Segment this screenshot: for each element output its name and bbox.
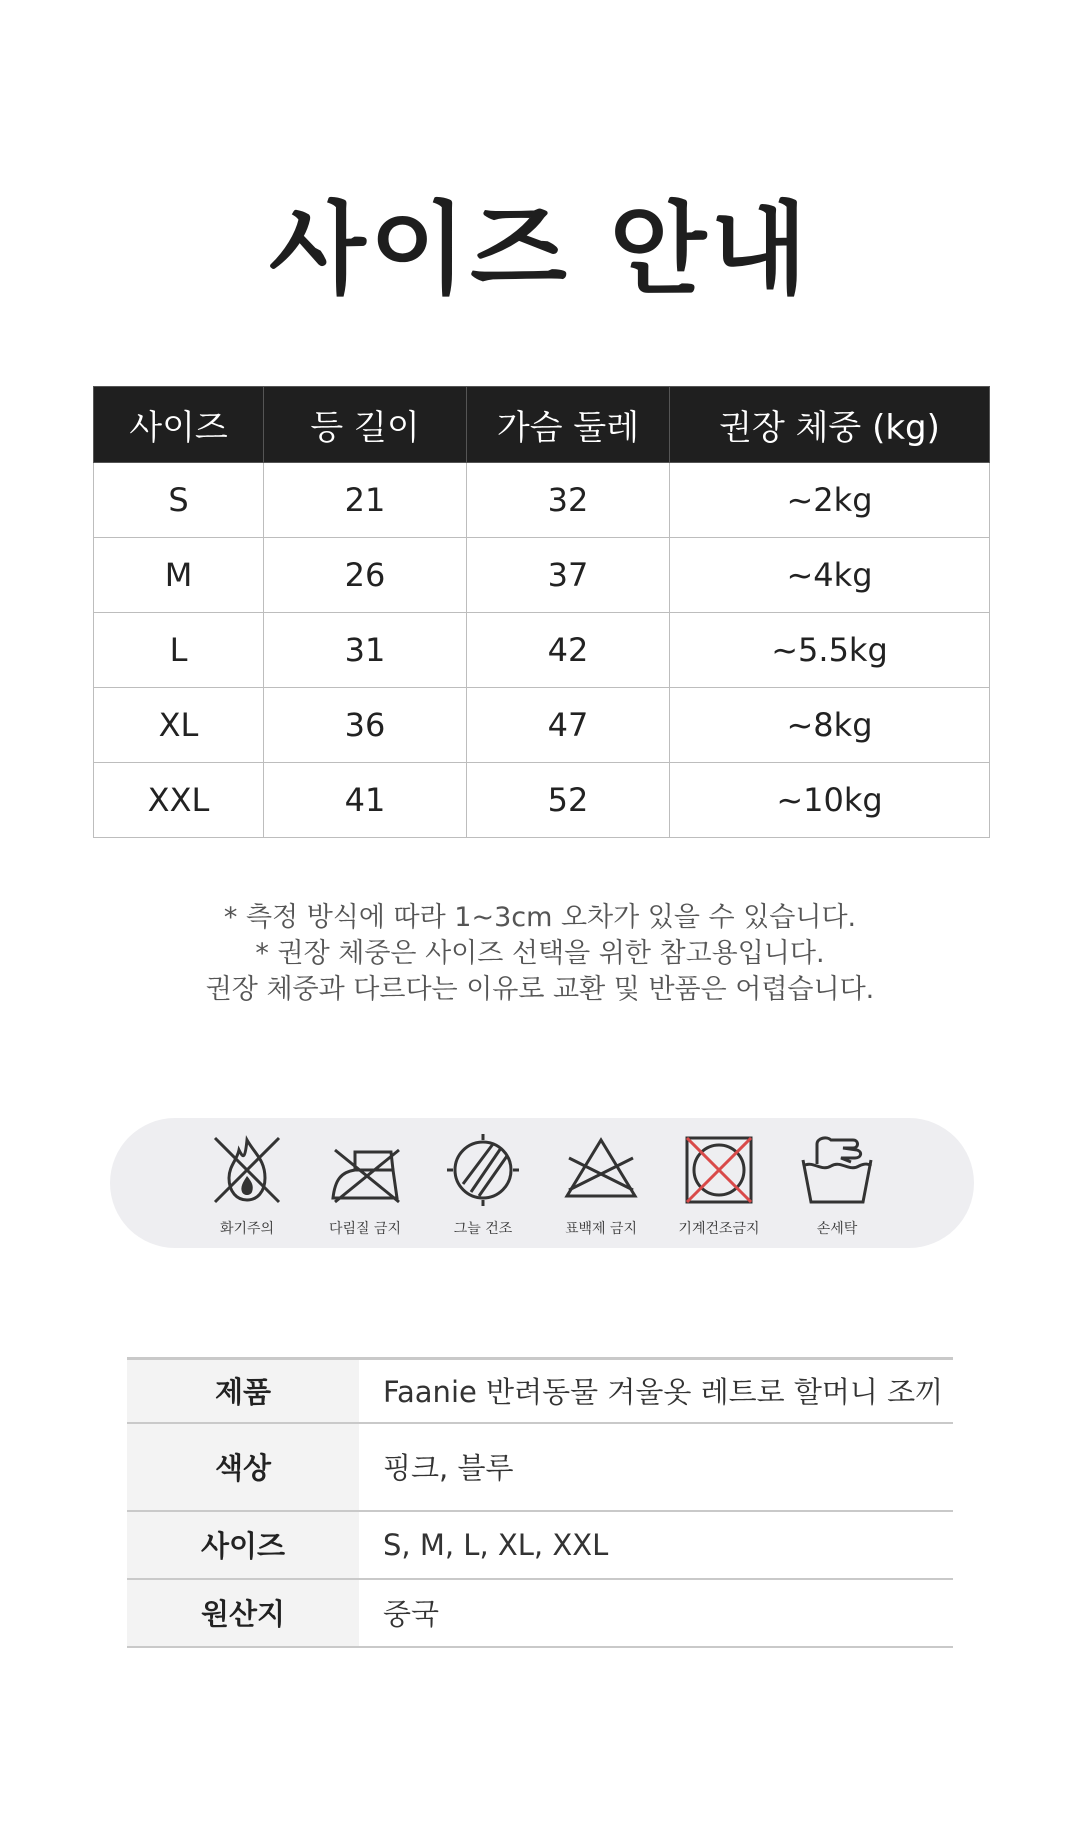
care-item-shade-dry	[424, 1118, 542, 1248]
care-label: 다림질 금지	[328, 1221, 402, 1237]
header-back-length: 등 길이	[264, 387, 467, 463]
product-info-table	[127, 1357, 953, 1648]
header-chest: 가슴 둘레	[467, 387, 670, 463]
no-bleach-icon	[561, 1130, 641, 1210]
note-line: 권장 체중과 다르다는 이유로 교환 및 반품은 어렵습니다.	[205, 974, 875, 1005]
info-row-origin	[127, 1579, 953, 1647]
info-label: 색상	[127, 1423, 359, 1511]
no-ironing-icon	[325, 1130, 405, 1210]
header-weight: 권장 체중 (kg)	[670, 387, 990, 463]
table-row	[94, 538, 990, 613]
table-row	[94, 463, 990, 538]
care-instructions	[110, 1118, 974, 1248]
info-value: 중국	[383, 1597, 440, 1631]
cell-chest: 42	[467, 613, 670, 688]
cell-chest: 52	[467, 763, 670, 838]
info-value: Faanie 반려동물 겨울옷 레트로 할머니 조끼	[383, 1375, 944, 1410]
cell-chest: 32	[467, 463, 670, 538]
info-row-product	[127, 1359, 953, 1423]
info-label: 사이즈	[127, 1511, 359, 1579]
cell-weight: ~4kg	[670, 538, 990, 613]
cell-weight: ~8kg	[670, 688, 990, 763]
page-title: 사이즈 안내	[269, 191, 811, 308]
care-item-no-ironing	[306, 1118, 424, 1248]
cell-weight: ~5.5kg	[670, 613, 990, 688]
note-line: * 권장 체중은 사이즈 선택을 위한 참고용입니다.	[255, 938, 825, 969]
care-item-hand-wash	[778, 1118, 896, 1248]
cell-size: S	[94, 463, 264, 538]
cell-size: XL	[94, 688, 264, 763]
no-tumble-dry-icon	[679, 1130, 759, 1210]
info-value: 핑크, 블루	[383, 1451, 514, 1485]
cell-size: XXL	[94, 763, 264, 838]
cell-weight: ~10kg	[670, 763, 990, 838]
size-table-header	[94, 387, 990, 463]
care-label: 손세탁	[816, 1221, 858, 1237]
care-label: 화기주의	[219, 1221, 275, 1237]
care-label: 그늘 건조	[453, 1221, 513, 1237]
info-row-size	[127, 1511, 953, 1579]
shade-dry-icon	[443, 1130, 523, 1210]
cell-size: M	[94, 538, 264, 613]
table-row	[94, 763, 990, 838]
fire-warning-icon	[207, 1130, 287, 1210]
care-item-no-tumble-dry	[660, 1118, 778, 1248]
info-value: S, M, L, XL, XXL	[383, 1527, 609, 1562]
cell-back-length: 36	[264, 688, 467, 763]
header-size: 사이즈	[94, 387, 264, 463]
info-label: 원산지	[127, 1579, 359, 1647]
cell-size: L	[94, 613, 264, 688]
cell-back-length: 26	[264, 538, 467, 613]
care-label: 표백제 금지	[564, 1221, 638, 1237]
info-row-color	[127, 1423, 953, 1511]
cell-back-length: 21	[264, 463, 467, 538]
cell-chest: 37	[467, 538, 670, 613]
note-line: * 측정 방식에 따라 1~3cm 오차가 있을 수 있습니다.	[223, 902, 857, 933]
table-row	[94, 613, 990, 688]
cell-back-length: 41	[264, 763, 467, 838]
measurement-notes	[0, 900, 1080, 1008]
cell-chest: 47	[467, 688, 670, 763]
table-row	[94, 688, 990, 763]
info-label: 제품	[127, 1359, 359, 1423]
cell-weight: ~2kg	[670, 463, 990, 538]
cell-back-length: 31	[264, 613, 467, 688]
size-table	[93, 386, 990, 838]
care-item-no-bleach	[542, 1118, 660, 1248]
care-label: 기계건조금지	[678, 1221, 760, 1237]
hand-wash-icon	[797, 1130, 877, 1210]
care-item-fire-warning	[188, 1118, 306, 1248]
